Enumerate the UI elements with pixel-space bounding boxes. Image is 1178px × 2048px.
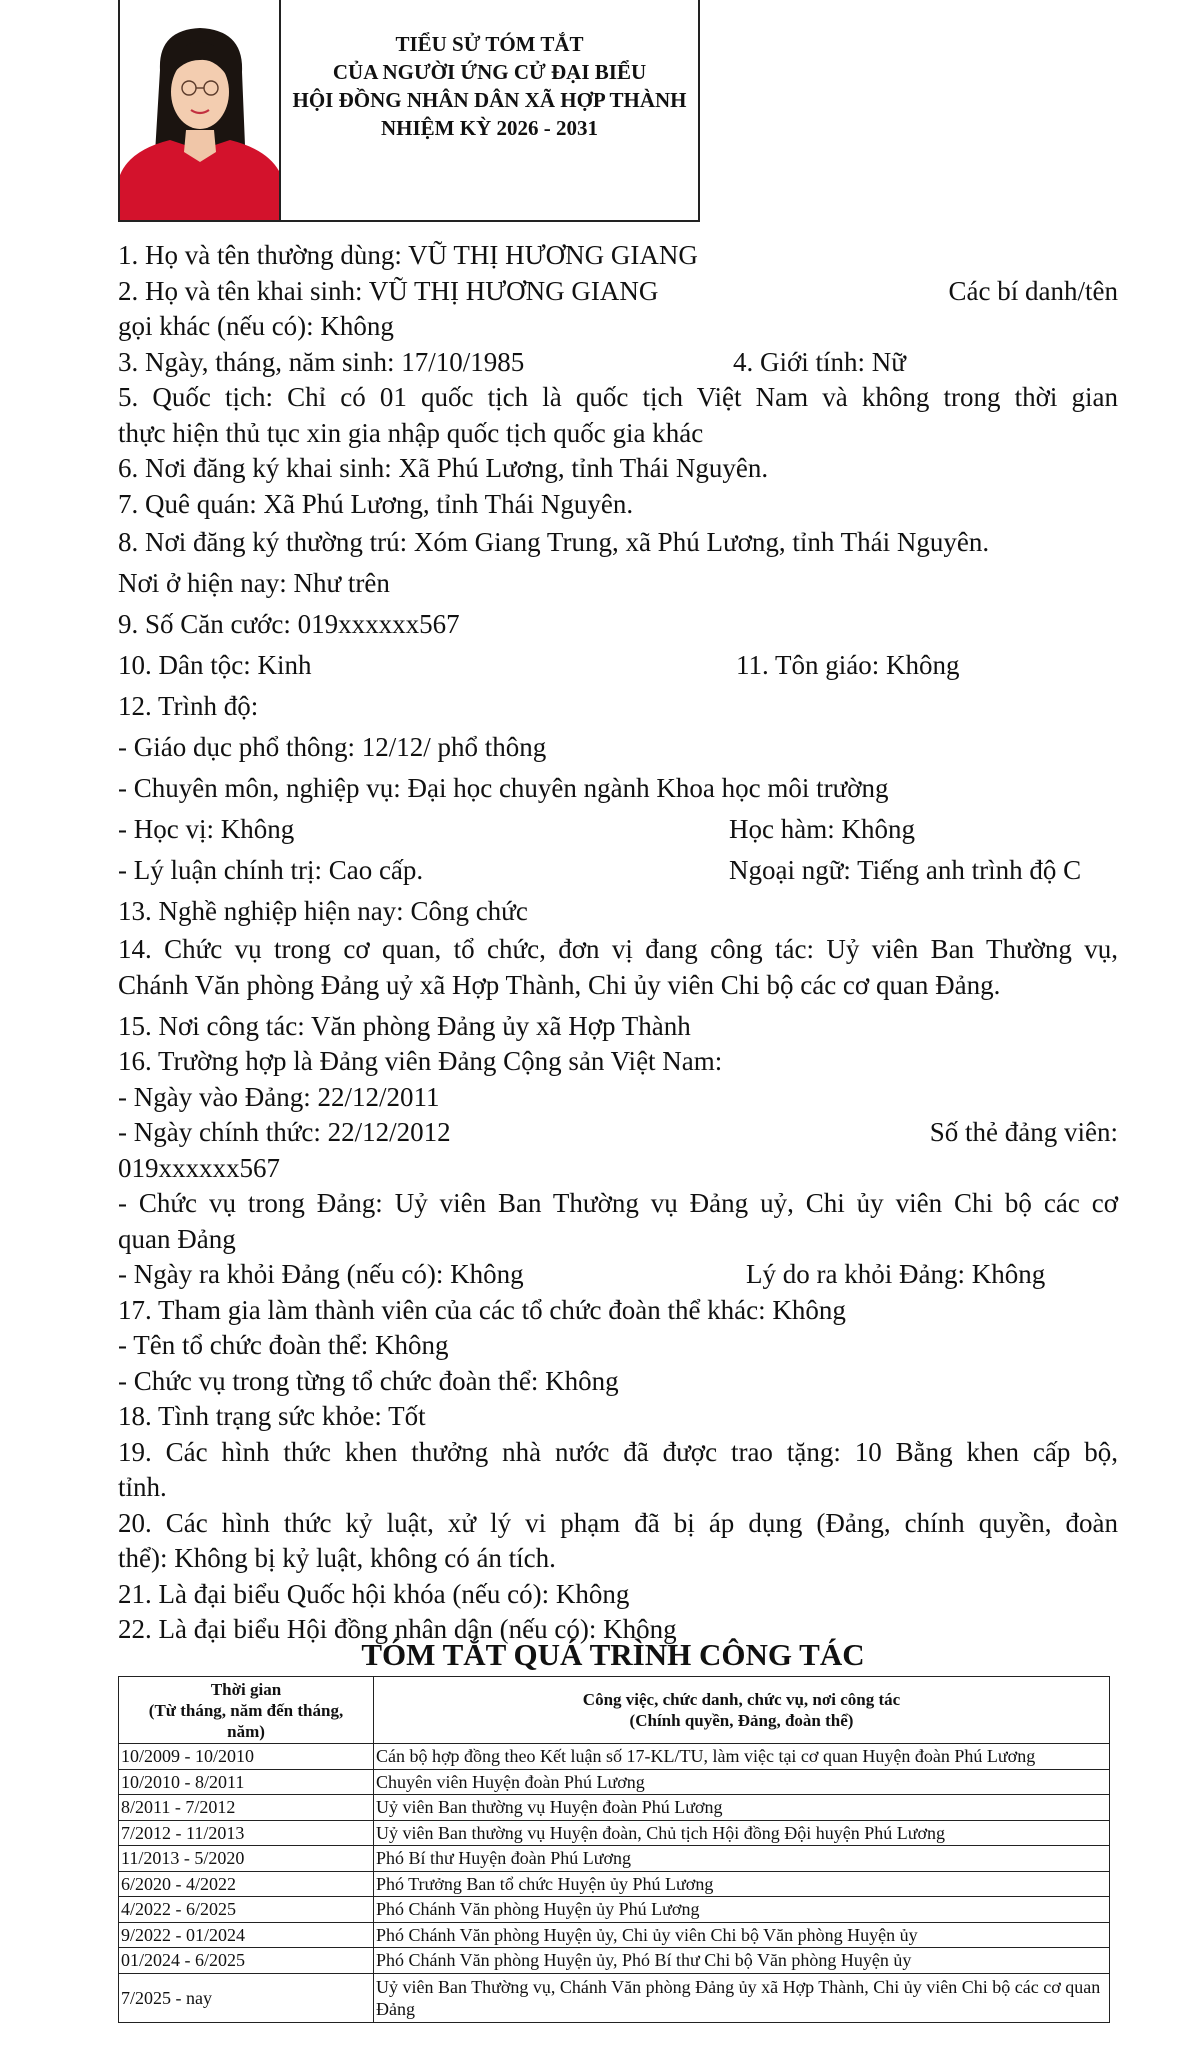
bio-line: 22. Là đại biểu Hội đồng nhân dân (nếu có): Không — [118, 1614, 677, 1644]
bio-line: 20. Các hình thức kỷ luật, xử lý vi phạm đã bị áp dụng (Đảng, chính quyền, đoàn — [118, 1507, 1118, 1538]
description-cell: Phó Bí thư Huyện đoàn Phú Lương — [374, 1846, 1110, 1872]
description-cell: Cán bộ hợp đồng theo Kết luận số 17-KL/TU, làm việc tại cơ quan Huyện đoàn Phú Lương — [374, 1744, 1110, 1770]
bio-line: 19. Các hình thức khen thưởng nhà nước đã được trao tặng: 10 Bằng khen cấp bộ, — [118, 1436, 1118, 1467]
bio-text: Lý do ra khỏi Đảng: Không — [746, 1259, 1046, 1289]
document-title — [281, 0, 698, 220]
description-header — [374, 1677, 1110, 1744]
bio-line: 16. Trường hợp là Đảng viên Đảng Cộng sản Việt Nam: — [118, 1046, 723, 1076]
period-cell: 4/2022 - 6/2025 — [119, 1897, 374, 1923]
bio-line: - Giáo dục phổ thông: 12/12/ phổ thông — [118, 732, 547, 762]
period-cell: 11/2013 - 5/2020 — [119, 1846, 374, 1872]
header-text: năm) — [227, 1721, 265, 1741]
bio-text: 11. Tôn giáo: Không — [736, 650, 960, 680]
bio-line — [118, 809, 1118, 850]
bio-line: - Chuyên môn, nghiệp vụ: Đại học chuyên ngành Khoa học môi trường — [118, 773, 889, 803]
bio-text: - Ngày chính thức: 22/12/2012 — [118, 1117, 451, 1147]
table-row — [119, 1795, 1110, 1821]
title-line: TIỂU SỬ TÓM TẮT — [395, 32, 584, 56]
bio-line: quan Đảng — [118, 1223, 236, 1254]
period-header — [119, 1677, 374, 1744]
bio-line: tỉnh. — [118, 1472, 167, 1502]
portrait-illustration — [120, 0, 281, 220]
title-line: CỦA NGƯỜI ỨNG CỬ ĐẠI BIỂU — [332, 60, 647, 84]
bio-line: 17. Tham gia làm thành viên của các tổ chức đoàn thể khác: Không — [118, 1294, 846, 1325]
bio-line: 019xxxxxx567 — [118, 1152, 280, 1183]
table-row — [119, 1897, 1110, 1923]
bio-text: - Học vị: Không — [118, 814, 295, 844]
title-line: NHIỆM KỲ 2026 - 2031 — [381, 116, 598, 140]
bio-line: 13. Nghề nghiệp hiện nay: Công chức — [118, 896, 528, 926]
description-cell: Uỷ viên Ban thường vụ Huyện đoàn, Chủ tịch Hội đồng Đội huyện Phú Lương — [374, 1820, 1110, 1846]
bio-line: - Tên tổ chức đoàn thể: Không — [118, 1330, 449, 1360]
bio-line: 1. Họ và tên thường dùng: VŨ THỊ HƯƠNG GIANG — [118, 240, 698, 270]
bio-line: Nơi ở hiện nay: Như trên — [118, 568, 390, 598]
bio-text: Các bí danh/tên — [948, 275, 1118, 306]
bio-line — [118, 1257, 1118, 1293]
period-cell: 7/2012 - 11/2013 — [119, 1820, 374, 1846]
period-cell: 8/2011 - 7/2012 — [119, 1795, 374, 1821]
description-cell: Phó Chánh Văn phòng Huyện ủy, Phó Bí thư Chi bộ Văn phòng Huyện ủy — [374, 1948, 1110, 1974]
bio-text: - Lý luận chính trị: Cao cấp. — [118, 855, 424, 885]
bio-line — [118, 1115, 1118, 1151]
bio-line: thực hiện thủ tục xin gia nhập quốc tịch quốc gia khác — [118, 417, 704, 448]
bio-text: 10. Dân tộc: Kinh — [118, 650, 312, 680]
description-cell: Chuyên viên Huyện đoàn Phú Lương — [374, 1769, 1110, 1795]
title-line: HỘI ĐỒNG NHÂN DÂN XÃ HỢP THÀNH — [292, 88, 687, 112]
description-cell: Uỷ viên Ban Thường vụ, Chánh Văn phòng Đảng ủy xã Hợp Thành, Chi ủy viên Chi bộ các cơ quan Đảng — [374, 1973, 1110, 2022]
header-text: (Chính quyền, Đảng, đoàn thể) — [629, 1711, 854, 1730]
bio-line — [118, 850, 1118, 891]
bio-text: - Ngày ra khỏi Đảng (nếu có): Không — [118, 1259, 524, 1289]
period-cell: 9/2022 - 01/2024 — [119, 1922, 374, 1948]
bio-line — [118, 645, 1118, 686]
bio-text: 2. Họ và tên khai sinh: VŨ THỊ HƯƠNG GIANG — [118, 275, 659, 306]
table-row — [119, 1922, 1110, 1948]
table-header-row — [119, 1677, 1110, 1744]
bio-line: 18. Tình trạng sức khỏe: Tốt — [118, 1401, 426, 1431]
period-cell: 10/2010 - 8/2011 — [119, 1769, 374, 1795]
header-text: Công việc, chức danh, chức vụ, nơi công tác — [582, 1690, 901, 1709]
bio-line: 15. Nơi công tác: Văn phòng Đảng ủy xã Hợp Thành — [118, 1010, 691, 1041]
bio-line: 7. Quê quán: Xã Phú Lương, tỉnh Thái Nguyên. — [118, 488, 634, 519]
bio-text: Số thẻ đảng viên: — [929, 1117, 1118, 1147]
portrait-photo — [120, 0, 281, 220]
work-history-table — [118, 1676, 1110, 2023]
bio-line: 6. Nơi đăng ký khai sinh: Xã Phú Lương, tỉnh Thái Nguyên. — [118, 453, 769, 483]
bio-text: Học hàm: Không — [729, 814, 915, 844]
bio-line: thể): Không bị kỷ luật, không có án tích. — [118, 1543, 556, 1573]
bio-line — [118, 345, 1118, 381]
table-row — [119, 1744, 1110, 1770]
table-row — [119, 1973, 1110, 2022]
bio-line: 14. Chức vụ trong cơ quan, tổ chức, đơn vị đang công tác: Uỷ viên Ban Thường vụ, — [118, 934, 1118, 964]
description-cell: Phó Chánh Văn phòng Huyện ủy Phú Lương — [374, 1897, 1110, 1923]
table-row — [119, 1769, 1110, 1795]
header-text: (Từ tháng, năm đến tháng, — [148, 1700, 344, 1720]
table-row — [119, 1948, 1110, 1974]
period-cell: 7/2025 - nay — [119, 1973, 374, 2022]
bio-line: - Ngày vào Đảng: 22/12/2011 — [118, 1081, 440, 1112]
description-cell: Uỷ viên Ban thường vụ Huyện đoàn Phú Lương — [374, 1795, 1110, 1821]
table-row — [119, 1871, 1110, 1897]
bio-text: 4. Giới tính: Nữ — [733, 346, 906, 377]
header-box — [118, 0, 700, 222]
bio-text: Ngoại ngữ: Tiếng anh trình độ C — [729, 855, 1082, 885]
bio-line: - Chức vụ trong từng tổ chức đoàn thể: Không — [118, 1365, 619, 1396]
description-cell: Phó Trưởng Ban tổ chức Huyện ủy Phú Lương — [374, 1871, 1110, 1897]
description-cell: Phó Chánh Văn phòng Huyện ủy, Chi ủy viên Chi bộ Văn phòng Huyện ủy — [374, 1922, 1110, 1948]
bio-line: 21. Là đại biểu Quốc hội khóa (nếu có): Không — [118, 1578, 630, 1609]
bio-line: 5. Quốc tịch: Chỉ có 01 quốc tịch là quốc tịch Việt Nam và không trong thời gian — [118, 382, 1118, 412]
table-row — [119, 1846, 1110, 1872]
bio-line: gọi khác (nếu có): Không — [118, 311, 394, 341]
header-text: Thời gian — [210, 1679, 282, 1699]
table-row — [119, 1820, 1110, 1846]
period-cell: 10/2009 - 10/2010 — [119, 1744, 374, 1770]
bio-line: Chánh Văn phòng Đảng uỷ xã Hợp Thành, Chi ủy viên Chi bộ các cơ quan Đảng. — [118, 969, 1001, 1000]
bio-content — [118, 238, 1118, 1648]
period-cell: 01/2024 - 6/2025 — [119, 1948, 374, 1974]
bio-line: 8. Nơi đăng ký thường trú: Xóm Giang Trung, xã Phú Lương, tỉnh Thái Nguyên. — [118, 527, 990, 557]
bio-text: 3. Ngày, tháng, năm sinh: 17/10/1985 — [118, 346, 525, 377]
work-history-title: TÓM TẮT QUÁ TRÌNH CÔNG TÁC — [361, 1637, 865, 1672]
bio-line — [118, 274, 1118, 310]
bio-line: 12. Trình độ: — [118, 691, 259, 721]
bio-line: - Chức vụ trong Đảng: Uỷ viên Ban Thường vụ Đảng uỷ, Chi ủy viên Chi bộ các cơ — [118, 1188, 1118, 1218]
period-cell: 6/2020 - 4/2022 — [119, 1871, 374, 1897]
bio-line: 9. Số Căn cước: 019xxxxxx567 — [118, 609, 460, 639]
